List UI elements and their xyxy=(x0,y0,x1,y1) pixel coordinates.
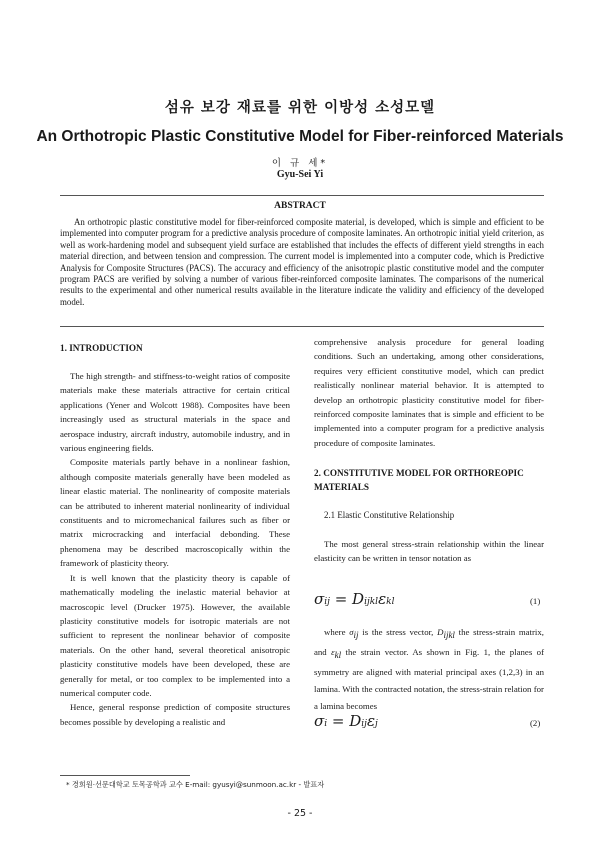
subsection-heading-elastic: 2.1 Elastic Constitutive Relationship xyxy=(324,510,455,521)
right-column xyxy=(314,335,544,565)
equation-2-number: (2) xyxy=(530,718,541,728)
equation-1: σij = Dijklεkl xyxy=(314,590,395,608)
stress-strain-matrix-text: the stress-strain matrix, and xyxy=(314,627,544,657)
section-heading-constitutive-model: 2. CONSTITUTIVE MODEL FOR ORTHOREOPIC MATERIALS xyxy=(314,468,524,493)
stress-vector-text: is the stress vector, xyxy=(362,627,434,637)
equation-1-number: (1) xyxy=(530,596,541,606)
right-paragraph-3: where $\sigma_{ij}$ is the stress vector, $D_{ijkl}$ the stress-strain matrix, and $\varepsilon_{kl}$ the strain vector. As shown in Fig. 1, the planes of symmetry are aligned with material principal axes (1,2,3) in an lamina. With the contracted notation, the stress-strain relation for a lamina becomes xyxy=(314,627,544,711)
equation-2: σi = Dijεj xyxy=(314,712,378,730)
title-english: An Orthotropic Plastic Constitutive Model for Fiber-reinforced Materials xyxy=(36,128,564,145)
abstract-heading: ABSTRACT xyxy=(274,201,326,211)
intro-paragraph-1: The high strength- and stiffness-to-weight ratios of composite materials make these materials attractive for certain critical applications (Yener and Wolcott 1988). Composites have been increasingly used as structural materials in the space and aerospace industry, aircraft industry, automobile industry, and in various engineering fields. xyxy=(60,371,290,454)
title-korean: 섬유 보강 재료를 위한 이방성 소성모델 xyxy=(164,100,436,116)
right-paragraph-1: comprehensive analysis procedure for general loading conditions. Such an undertaking, among other considerations, requires very efficient constitutive model, which can predict realistically nonlinear material behavior. It is attempted to develop an orthotropic plasticity constitutive model for fiber-reinforced composite laminates that is simple and efficient to be implemented into a computer program for a predictive analysis procedure of composite laminates. xyxy=(314,337,544,448)
abstract-bottom-rule xyxy=(60,326,544,327)
author-korean: 이 규 세* xyxy=(271,158,329,169)
abstract-top-rule xyxy=(60,195,544,196)
intro-paragraph-3: It is well known that the plasticity theory is capable of mathematically modeling the inelastic material behavior at macroscopic level (Drucker 1975). However, the available plasticity constitutive models for isotropic materials are not sufficient to represent the nonlinear behavior of composite materials. On the other hand, several theoretical anisotropic plasticity constitutive models have been developed, these are generally for metal, or too complex to be implemented into a numerical computer code. xyxy=(60,572,290,698)
footnote: * 경희원·선문대학교 토목공학과 교수 E-mail: gyusyi@sunmoon.ac.kr - 발표자 xyxy=(66,780,325,789)
footnote-rule xyxy=(60,775,190,776)
where-text: where xyxy=(324,627,346,637)
page-number: - 25 - xyxy=(287,808,313,819)
left-column xyxy=(60,336,290,729)
author-english: Gyu-Sei Yi xyxy=(276,169,324,180)
right-column-after-eq1 xyxy=(314,624,544,715)
strain-vector-text: the strain vector. As shown in Fig. 1, the planes of symmetry are aligned with material principal axes (1,2,3) in an lamina. With the contracted notation, the stress-strain relation for a lamina becomes xyxy=(314,646,544,711)
intro-paragraph-4: Hence, general response prediction of composite structures becomes possible by developing a realistic and xyxy=(60,702,290,727)
abstract-text: An orthotropic plastic constitutive model for fiber-reinforced composite material, is developed, which is simple and efficient to be implemented into computer program for a predictive analysis procedure of composite laminates. An orthotropic initial yield criterion, as well as work-hardening model and subsequent yield surface are established that includes the effects of different yield strengths in each material direction, and between tension and compression. The current model is implemented into a computer code, which is Predictive Analysis for Composite Structures (PACS). The accuracy and efficiency of the anisotropic plastic constitutive model and the computer program PACS are verified by solving a number of various fiber-reinforced composite laminates. The comparisons of the numerical results to the experimental and other numerical results available in the literature indicate the validity and efficiency of the developed model. xyxy=(60,217,544,307)
intro-paragraph-2: Composite materials partly behave in a nonlinear fashion, although composite materials generally have been modeled as linear elastic material. The nonlinearity of composite materials can be attributed to inherent material nonlinearity of individual constituents and to micromechanical failures such as fiber or matrix microcracking and interfacial debonding. These phenomena may be described macroscopically within the framework of plasticity theory. xyxy=(60,457,290,569)
section-heading-introduction: 1. INTRODUCTION xyxy=(60,343,143,353)
right-paragraph-2: The most general stress-strain relationship within the linear elasticity can be written in tensor notation as xyxy=(314,538,544,564)
